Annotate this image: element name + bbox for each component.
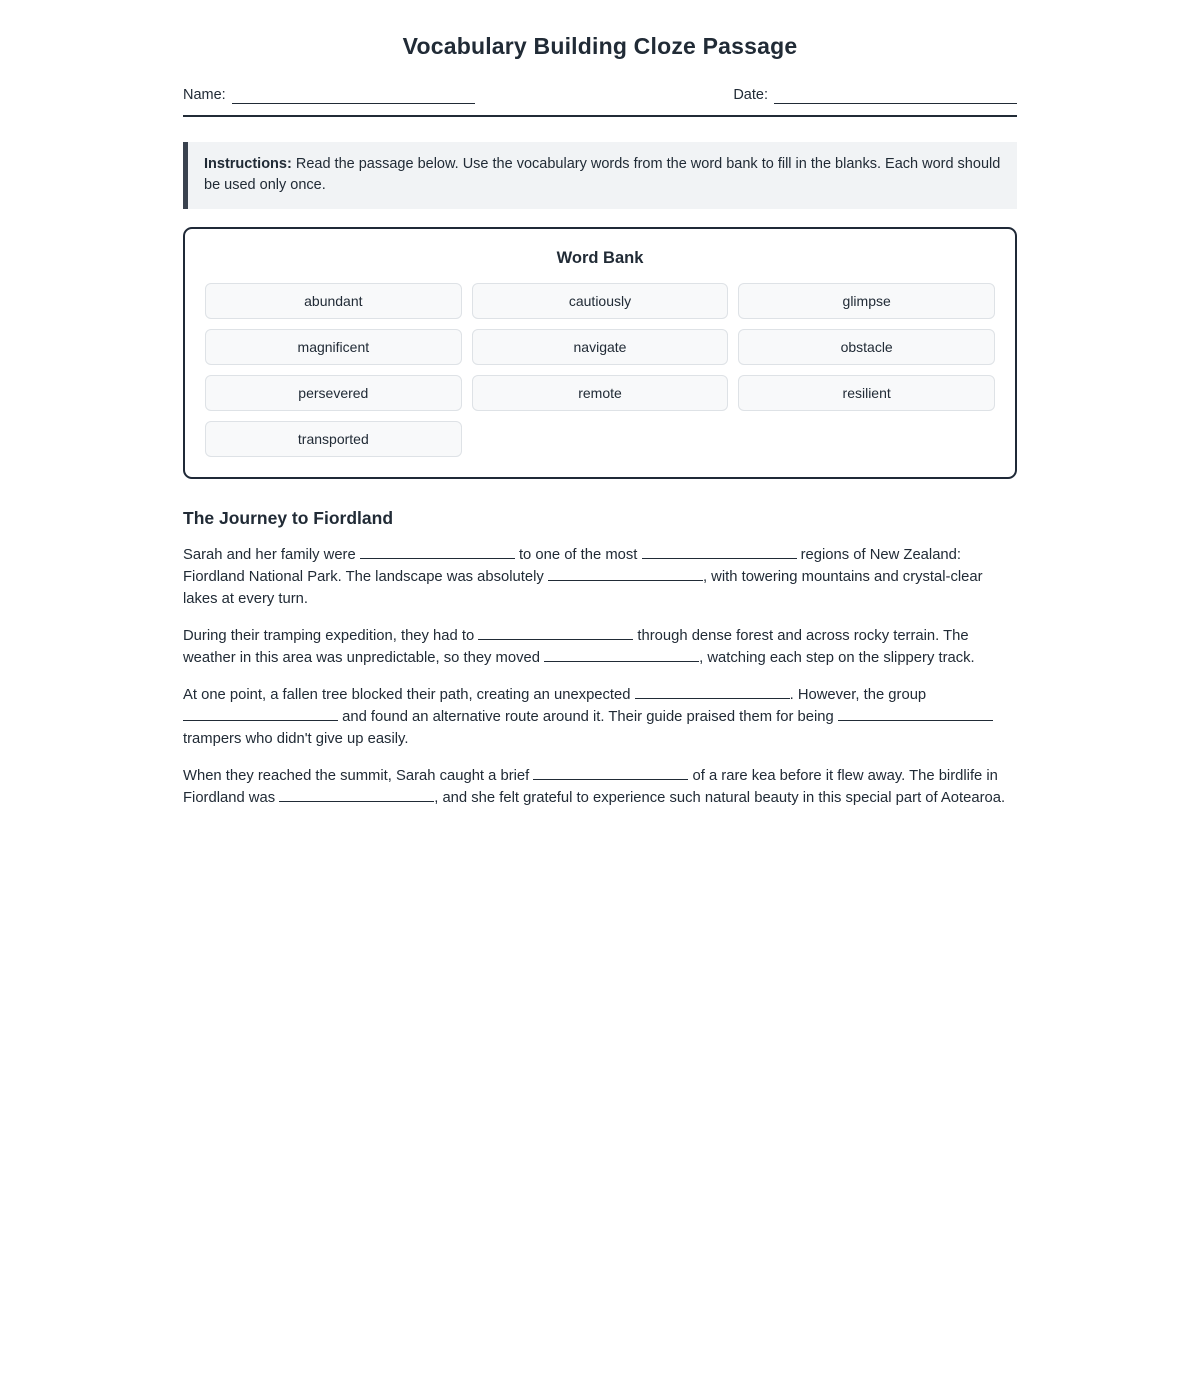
- fill-in-blank[interactable]: [183, 707, 338, 721]
- word-bank-chip: obstacle: [738, 329, 995, 365]
- word-bank-chip: magnificent: [205, 329, 462, 365]
- passage-heading: The Journey to Fiordland: [183, 508, 394, 528]
- word-bank-title: Word Bank: [556, 249, 644, 267]
- word-bank-chip: abundant: [205, 283, 462, 319]
- fill-in-blank[interactable]: [533, 766, 688, 780]
- word-bank-box: [183, 227, 1017, 479]
- passage-paragraph: During their tramping expedition, they had to through dense forest and across rocky terrain. The weather in this area was unpredictable, so they moved , watching each step on the slippery track.: [183, 628, 975, 666]
- passage-paragraph: Sarah and her family were to one of the most regions of New Zealand: Fiordland National Park. The landscape was absolutely , with towering mountains and crystal-clear lakes at every turn.: [183, 547, 983, 607]
- name-input-line[interactable]: [232, 88, 475, 104]
- date-field: [733, 87, 1017, 104]
- word-bank-chip: glimpse: [738, 283, 995, 319]
- page-title: Vocabulary Building Cloze Passage: [402, 33, 798, 59]
- word-bank-chip: resilient: [738, 375, 995, 411]
- fill-in-blank[interactable]: [635, 685, 790, 699]
- fill-in-blank[interactable]: [478, 626, 633, 640]
- word-bank-chip: persevered: [205, 375, 462, 411]
- word-bank-chip: transported: [205, 421, 462, 457]
- fill-in-blank[interactable]: [544, 648, 699, 662]
- passage-paragraph: When they reached the summit, Sarah caught a brief of a rare kea before it flew away. The birdlife in Fiordland was , and she felt grateful to experience such natural beauty in this special part of Aotearoa.: [183, 768, 1006, 806]
- instructions-label: Instructions:: [204, 156, 292, 172]
- instructions-text: Read the passage below. Use the vocabulary words from the word bank to fill in the blanks. Each word should be used only once.: [204, 156, 1001, 193]
- instructions-box: [183, 142, 1017, 209]
- fill-in-blank[interactable]: [548, 567, 703, 581]
- name-field: [183, 87, 475, 104]
- name-date-row: [183, 87, 1017, 104]
- word-bank-grid: [205, 283, 995, 457]
- header-divider: [183, 115, 1017, 117]
- worksheet-page: [183, 0, 1017, 809]
- word-bank-chip: cautiously: [472, 283, 729, 319]
- fill-in-blank[interactable]: [642, 545, 797, 559]
- fill-in-blank[interactable]: [279, 788, 434, 802]
- date-input-line[interactable]: [774, 88, 1017, 104]
- passage-body: [183, 544, 1017, 809]
- fill-in-blank[interactable]: [838, 707, 993, 721]
- word-bank-chip: navigate: [472, 329, 729, 365]
- passage-paragraph: At one point, a fallen tree blocked their path, creating an unexpected . However, the group and found an alternative route around it. Their guide praised them for being trampers who didn't give up easily.: [183, 684, 1017, 750]
- date-label: Date:: [733, 87, 768, 103]
- fill-in-blank[interactable]: [360, 545, 515, 559]
- word-bank-chip: remote: [472, 375, 729, 411]
- name-label: Name:: [183, 87, 226, 103]
